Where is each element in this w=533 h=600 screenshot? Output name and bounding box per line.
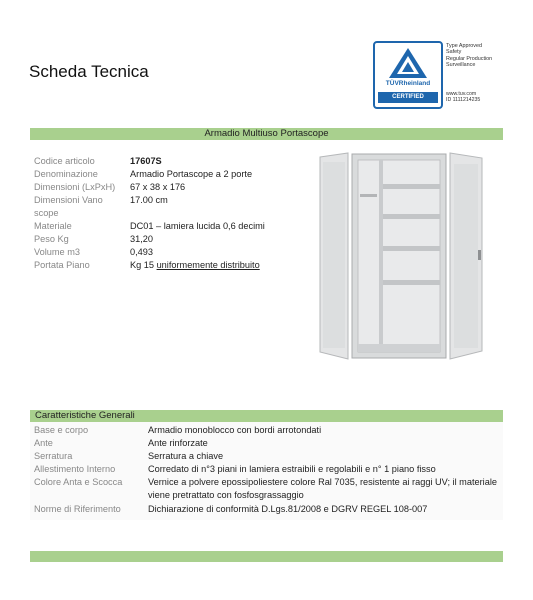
tuv-logo-box [373, 41, 443, 109]
cabinet-base [358, 344, 440, 352]
tuv-certification-badge [373, 41, 503, 111]
spec-label: Volume m3 [34, 247, 80, 257]
general-label: Allestimento Interno [34, 464, 116, 474]
page-title: Scheda Tecnica [29, 62, 149, 81]
door-handle [478, 250, 481, 260]
spec-value: 17607S [130, 156, 162, 166]
cabinet-image [316, 152, 488, 364]
left-door-panel [323, 162, 345, 348]
tuv-certified-label: CERTIFIED [378, 92, 438, 103]
general-label: Ante [34, 438, 53, 448]
tuv-web-info [446, 91, 480, 103]
shelf-load-note: uniformemente distribuito [156, 260, 260, 270]
footer-band [30, 551, 503, 562]
spec-label: Portata Piano [34, 260, 90, 270]
shelf [383, 214, 440, 219]
general-value: Corredato di n°3 piani in lamiera estraibili e regolabili e n° 1 piano fisso [148, 464, 436, 474]
general-value: Ante rinforzate [148, 438, 208, 448]
general-value: Armadio monoblocco con bordi arrotondati [148, 425, 322, 435]
general-value: Vernice a polvere epossipoliestere colore Ral 7035, resistente ai raggi UV; il materiale viene pretrattato con fosfosgrassaggio [148, 477, 497, 500]
general-section-band: Caratteristiche Generali [30, 410, 503, 422]
shelf [383, 246, 440, 251]
general-label: Base e corpo [34, 425, 89, 435]
spec-value: DC01 – lamiera lucida 0,6 decimi [130, 221, 265, 231]
spec-value: 17.00 cm [130, 195, 168, 205]
general-value: Serratura a chiave [148, 451, 224, 461]
spec-label: Materiale [34, 221, 72, 231]
tuv-brand-text: TÜVRheinland [385, 80, 431, 87]
spec-value: 31,20 [130, 234, 153, 244]
tuv-triangle-icon [387, 46, 429, 80]
spec-label: Dimensioni (LxPxH) [34, 182, 116, 192]
general-value: Dichiarazione di conformità D.Lgs.81/2008 e DGRV REGEL 108-007 [148, 504, 428, 514]
spec-value: Armadio Portascope a 2 porte [130, 169, 253, 179]
general-label: Serratura [34, 451, 73, 461]
tuv-id: ID 1111214235 [446, 97, 481, 104]
compartment-divider [379, 160, 383, 352]
shelf-load-amount: Kg 15 [130, 260, 157, 270]
spec-label: Dimensioni Vano [34, 195, 103, 205]
product-title-band: Armadio Multiuso Portascope [30, 128, 503, 140]
shelf [383, 280, 440, 285]
tuv-website: www.tuv.com [446, 91, 477, 97]
tuv-line: Type Approved [446, 43, 482, 49]
general-label: Colore Anta e Scocca [34, 477, 123, 487]
shelf [383, 184, 440, 189]
spec-value: 67 x 38 x 176 [130, 182, 186, 192]
tuv-type-lines [446, 43, 506, 69]
spec-label-continued: scope [34, 208, 59, 218]
tuv-line: Regular Production [446, 55, 493, 62]
tuv-line: Safety [446, 49, 462, 56]
right-door-panel [454, 164, 478, 348]
broom-hanger [360, 194, 377, 197]
spec-label: Peso Kg [34, 234, 69, 244]
spec-label: Denominazione [34, 169, 98, 179]
general-label: Norme di Riferimento [34, 504, 121, 514]
spec-value [130, 259, 260, 272]
spec-label: Codice articolo [34, 156, 95, 166]
tuv-line: Surveillance [446, 62, 476, 69]
spec-value: 0,493 [130, 247, 153, 257]
